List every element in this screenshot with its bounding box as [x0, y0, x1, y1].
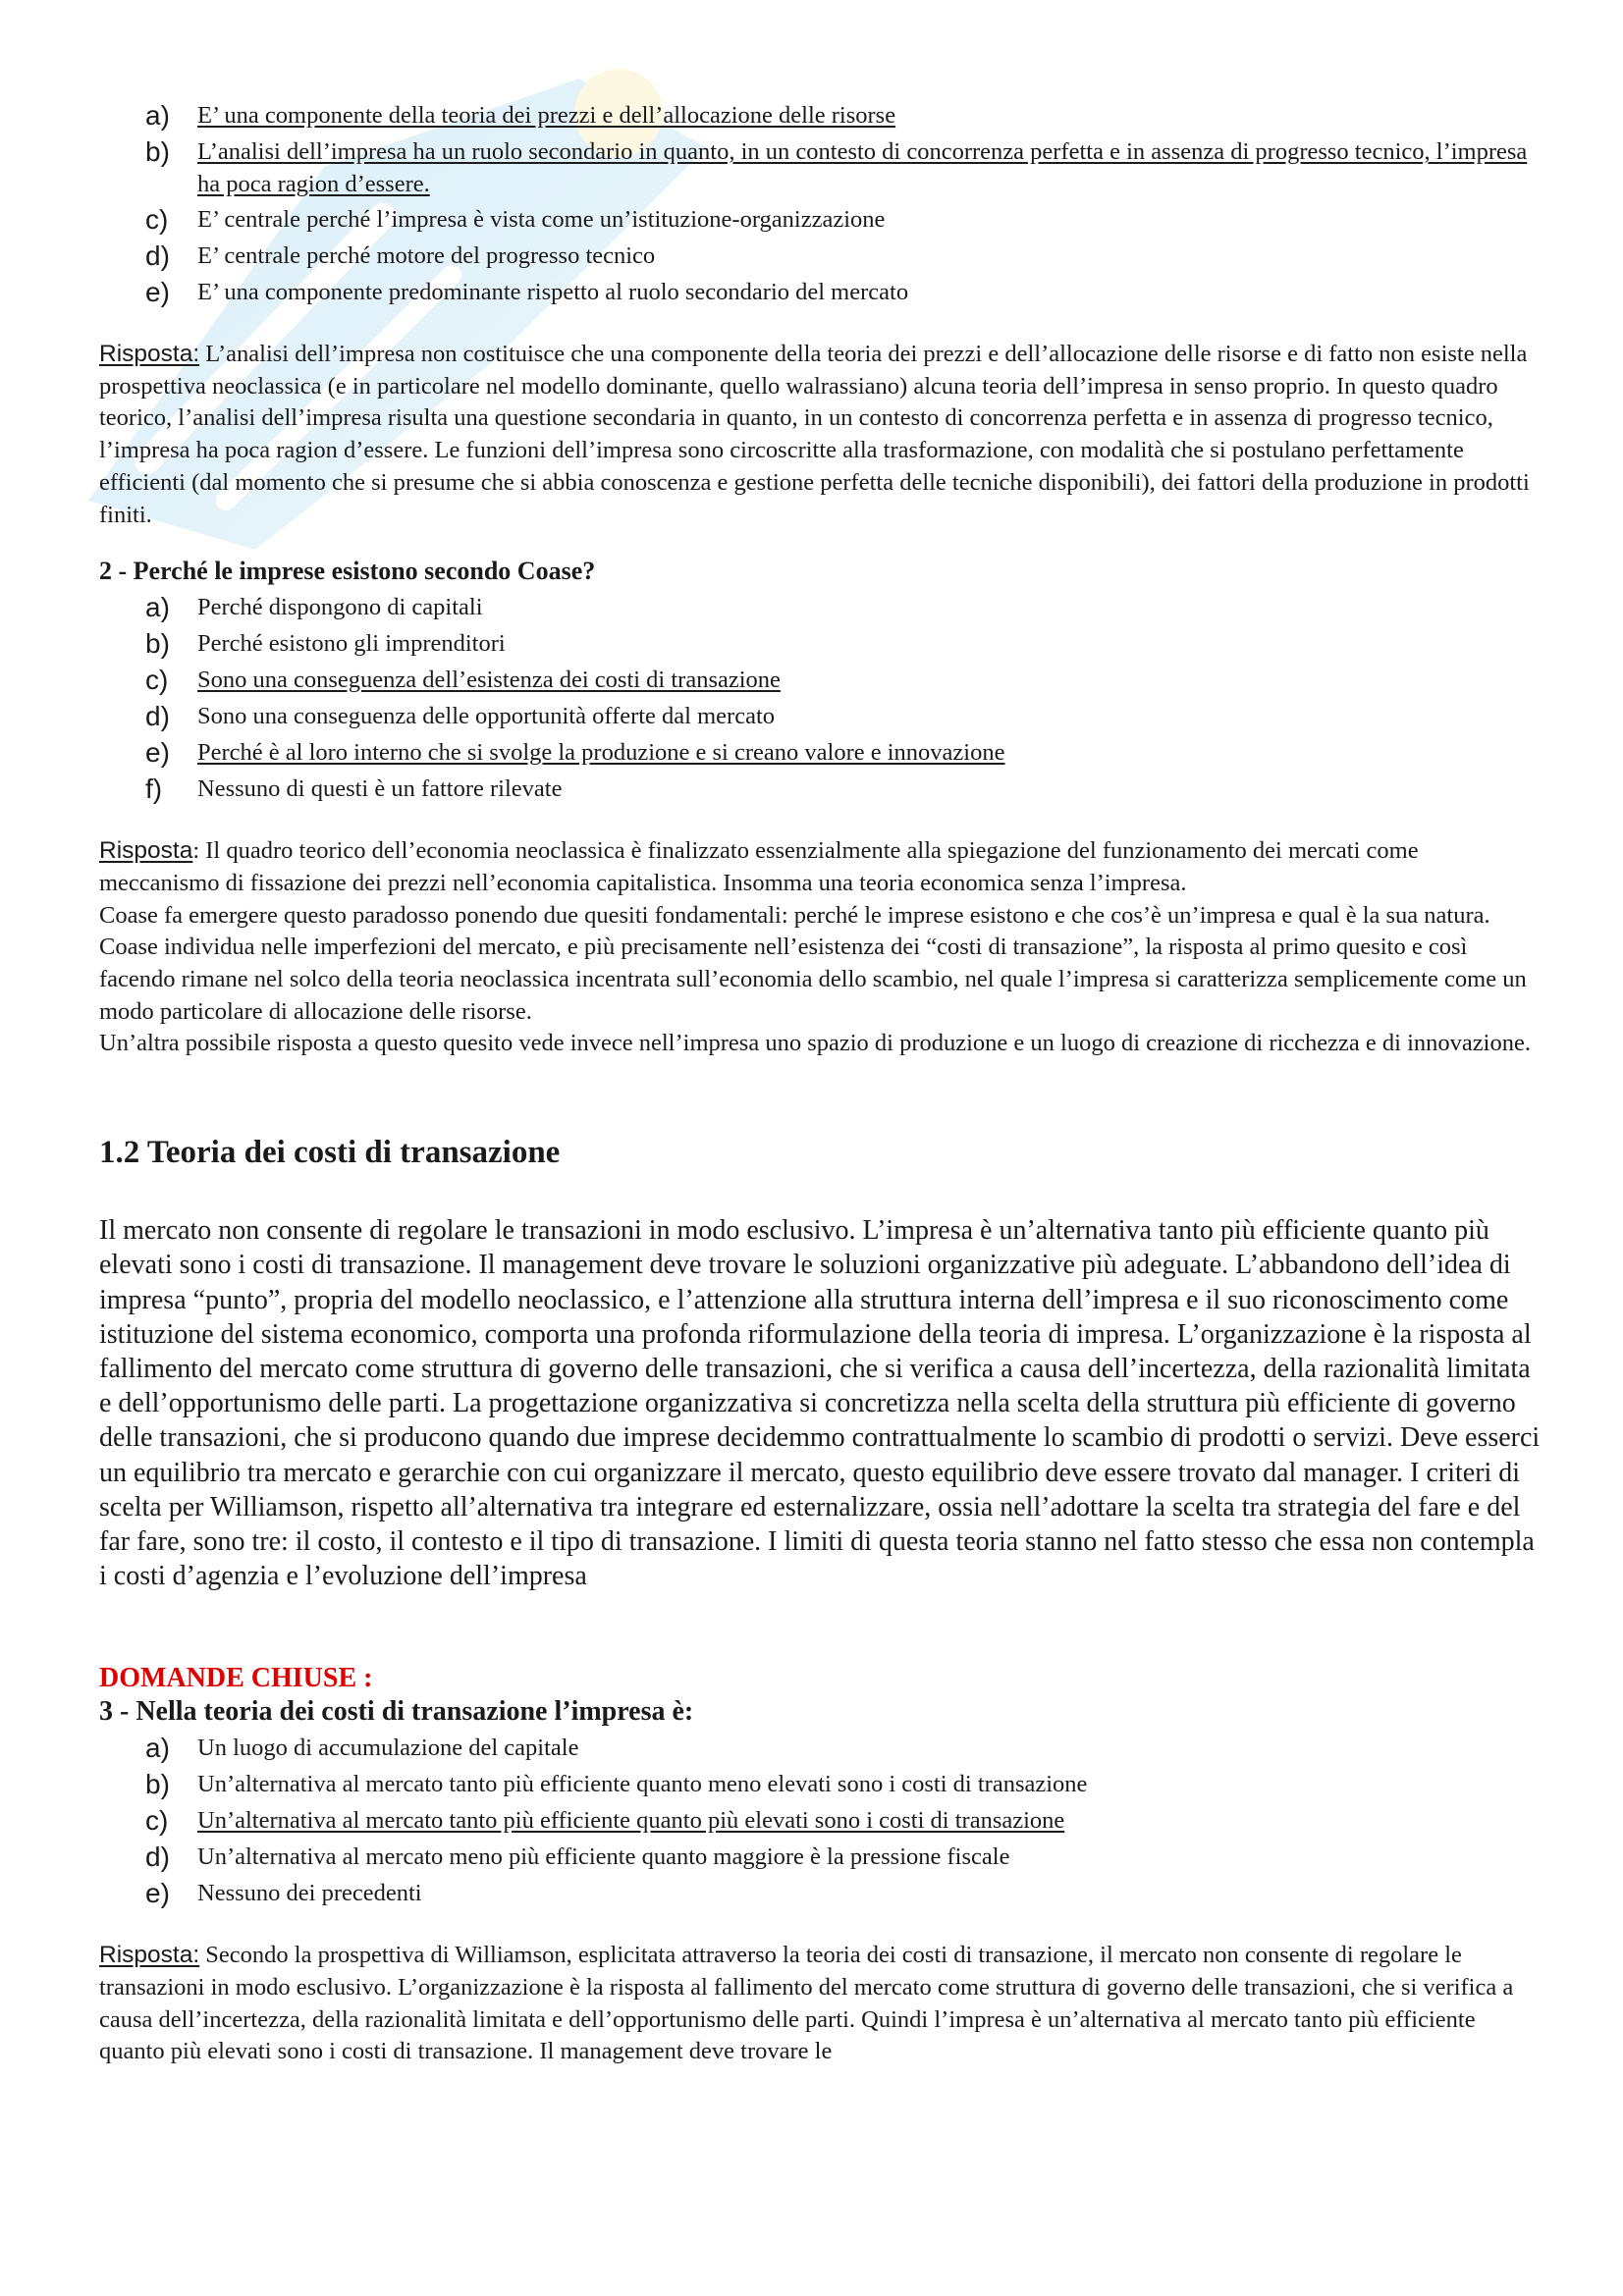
option-text: Un luogo di accumulazione del capitale [197, 1735, 579, 1762]
q3-option-a [99, 1732, 1542, 1765]
option-text: Sono una conseguenza dell’esistenza dei costi di transazione [197, 667, 781, 694]
answer-text: L’analisi dell’impresa non costituisce che una componente della teoria dei prezzi e dell’allocazione delle risorse e di fatto non esiste nella prospettiva neoclassica (e in particolare nel modello dominante, quello walrassiano) alcuna teoria dell’impresa in senso proprio. In questo quadro teorico, l’analisi dell’impresa risulta una questione secondaria in quanto, in un contesto di concorrenza perfetta e in assenza di progresso tecnico, l’impresa ha poca ragion d’essere. Le funzioni dell’impresa sono circoscritte alla trasformazione, con modalità che si postulano perfettamente efficienti (dal momento che si presume che si abbia conoscenza e gestione perfetta delle tecniche disponibili), dei fattori della produzione in prodotti finiti. [99, 341, 1530, 528]
option-letter: e) [145, 737, 170, 769]
answer-label: Risposta: [99, 341, 200, 367]
answer-label: Risposta [99, 837, 193, 865]
q3-option-b [99, 1768, 1542, 1801]
q2-option-f [99, 773, 1542, 806]
q3-options [99, 1732, 1542, 1910]
option-letter: b) [145, 136, 170, 167]
answer-label: Risposta: [99, 1942, 200, 1969]
q1-option-d [99, 240, 1542, 273]
option-text: E’ una componente predominante rispetto al ruolo secondario del mercato [197, 279, 909, 305]
option-letter: e) [145, 277, 170, 307]
q3-title: 3 - Nella teoria dei costi di transazione l’impresa è: [99, 1696, 694, 1728]
q1-option-c [99, 203, 1542, 237]
q1-option-e [99, 276, 1542, 309]
q2-title: 2 - Perché le imprese esistono secondo Coase? [99, 557, 596, 586]
section-title: 1.2 Teoria dei costi di transazione [99, 1135, 561, 1171]
answer-text: Secondo la prospettiva di Williamson, esplicitata attraverso la teoria dei costi di transazione, il mercato non consente di regolare le transazioni in modo esclusivo. L’organizzazione è la risposta al fallimento del mercato come struttura di governo delle transazioni, che si verifica a causa dell’incertezza, della razionalità limitata e dell’opportunismo delle parti. Quindi l’impresa è un’alternativa al mercato tanto più efficiente quanto più elevati sono i costi di transazione. Il management deve trovare le [99, 1942, 1514, 2065]
option-letter: c) [145, 204, 169, 235]
option-text: Un’alternativa al mercato meno più efficiente quanto maggiore è la pressione fiscale [197, 1843, 1010, 1871]
q2-answer-paragraph-3: Un’altra possibile risposta a questo quesito vede invece nell’impresa uno spazio di produzione e un luogo di creazione di ricchezza e di innovazione. [99, 1030, 1531, 1057]
q1-answer [99, 339, 1542, 531]
option-text: Nessuno di questi è un fattore rilevate [197, 775, 563, 803]
option-text: Un’alternativa al mercato tanto più efficiente quanto più elevati sono i costi di transazione [197, 1807, 1065, 1835]
q1-option-b [99, 135, 1542, 200]
option-letter: d) [145, 1842, 170, 1873]
option-text: E’ centrale perché motore del progresso tecnico [197, 242, 656, 269]
option-letter: c) [145, 1805, 169, 1837]
option-letter: a) [145, 1733, 170, 1764]
closed-questions-heading: DOMANDE CHIUSE : [99, 1663, 373, 1694]
option-letter: b) [145, 628, 170, 660]
q2-option-c [99, 664, 1542, 697]
q2-answer-paragraph-2: Coase fa emergere questo paradosso ponendo due quesiti fondamentali: perché le imprese esistono e che cos’è un’impresa e qual è la sua natura. Coase individua nelle imperfezioni del mercato, e più precisamente nell’esistenza dei “costi di transazione”, la risposta al primo quesito e così facendo rimane nel solco della teoria neoclassica incentrata sull’economia dello scambio, nel quale l’impresa si caratterizza semplicemente come un modo particolare di allocazione delle risorse. [99, 901, 1527, 1025]
option-text: Un’alternativa al mercato tanto più efficiente quanto meno elevati sono i costi di transazione [197, 1771, 1088, 1798]
option-letter: f) [145, 774, 163, 805]
option-text: Perché esistono gli imprenditori [197, 630, 506, 658]
q2-option-d [99, 700, 1542, 733]
option-text: Sono una conseguenza delle opportunità offerte dal mercato [197, 703, 776, 730]
q3-option-c [99, 1804, 1542, 1838]
answer-text: : Il quadro teorico dell’economia neoclassica è finalizzato essenzialmente alla spiegazione del funzionamento dei mercati come meccanismo di fissazione dei prezzi nell’economia capitalistica. Insomma una teoria economica senza l’impresa. [99, 837, 1419, 896]
option-letter: c) [145, 665, 169, 696]
q1-options [99, 99, 1542, 309]
option-letter: b) [145, 1769, 170, 1800]
option-text: Perché dispongono di capitali [197, 594, 483, 621]
q1-option-a [99, 99, 1542, 133]
section-body: Il mercato non consente di regolare le transazioni in modo esclusivo. L’impresa è un’alternativa tanto più efficiente quanto più elevati sono i costi di transazione. Il management deve trovare le soluzioni organizzative più adeguate. L’abbandono dell’idea di impresa “punto”, propria del modello neoclassico, e l’attenzione alla struttura interna dell’impresa e il suo riconoscimento come istituzione del sistema economico, comporta una profonda riformulazione della teoria di impresa. L’organizzazione è la risposta al fallimento del mercato come struttura di governo delle transazioni, che si verifica a causa dell’incertezza, della razionalità limitata e dell’opportunismo delle parti. La progettazione organizzativa si concretizza nella scelta della struttura più efficiente di governo delle transazioni, che si producono quando due imprese decidemmo contrattualmente lo scambio di prodotti o servizi. Deve esserci un equilibrio tra mercato e gerarchie con cui organizzare il mercato, questo equilibrio deve essere trovato dal manager. I criteri di scelta per Williamson, rispetto all’alternativa tra integrare ed esternalizzare, ossia nell’adottare la scelta tra strategia del fare e del far fare, sono tre: il costo, il contesto e il tipo di transazione. I limiti di questa teoria stanno nel fatto stesso che essa non contempla i costi d’agenzia e l’evoluzione dell’impresa [99, 1215, 1541, 1592]
q2-option-e [99, 736, 1542, 770]
option-letter: d) [145, 701, 170, 732]
option-letter: a) [145, 100, 170, 131]
option-text: Perché è al loro interno che si svolge la produzione e si creano valore e innovazione [197, 739, 1005, 767]
document-content [99, 96, 1542, 2068]
option-letter: a) [145, 592, 170, 623]
q2-answer [99, 835, 1542, 899]
option-text: Nessuno dei precedenti [197, 1880, 422, 1907]
option-text: E’ centrale perché l’impresa è vista come un’istituzione-organizzazione [197, 206, 886, 233]
q2-options [99, 591, 1542, 806]
q3-option-d [99, 1841, 1542, 1874]
option-letter: d) [145, 240, 170, 271]
q2-option-a [99, 591, 1542, 624]
option-text: E’ una componente della teoria dei prezzi e dell’allocazione delle risorse [197, 102, 896, 129]
q3-answer [99, 1940, 1542, 2068]
q2-option-b [99, 627, 1542, 661]
option-letter: e) [145, 1878, 170, 1909]
option-text: L’analisi dell’impresa ha un ruolo secondario in quanto, in un contesto di concorrenza perfetta e in assenza di progresso tecnico, l’impresa ha poca ragion d’essere. [197, 138, 1528, 197]
q3-option-e [99, 1877, 1542, 1910]
